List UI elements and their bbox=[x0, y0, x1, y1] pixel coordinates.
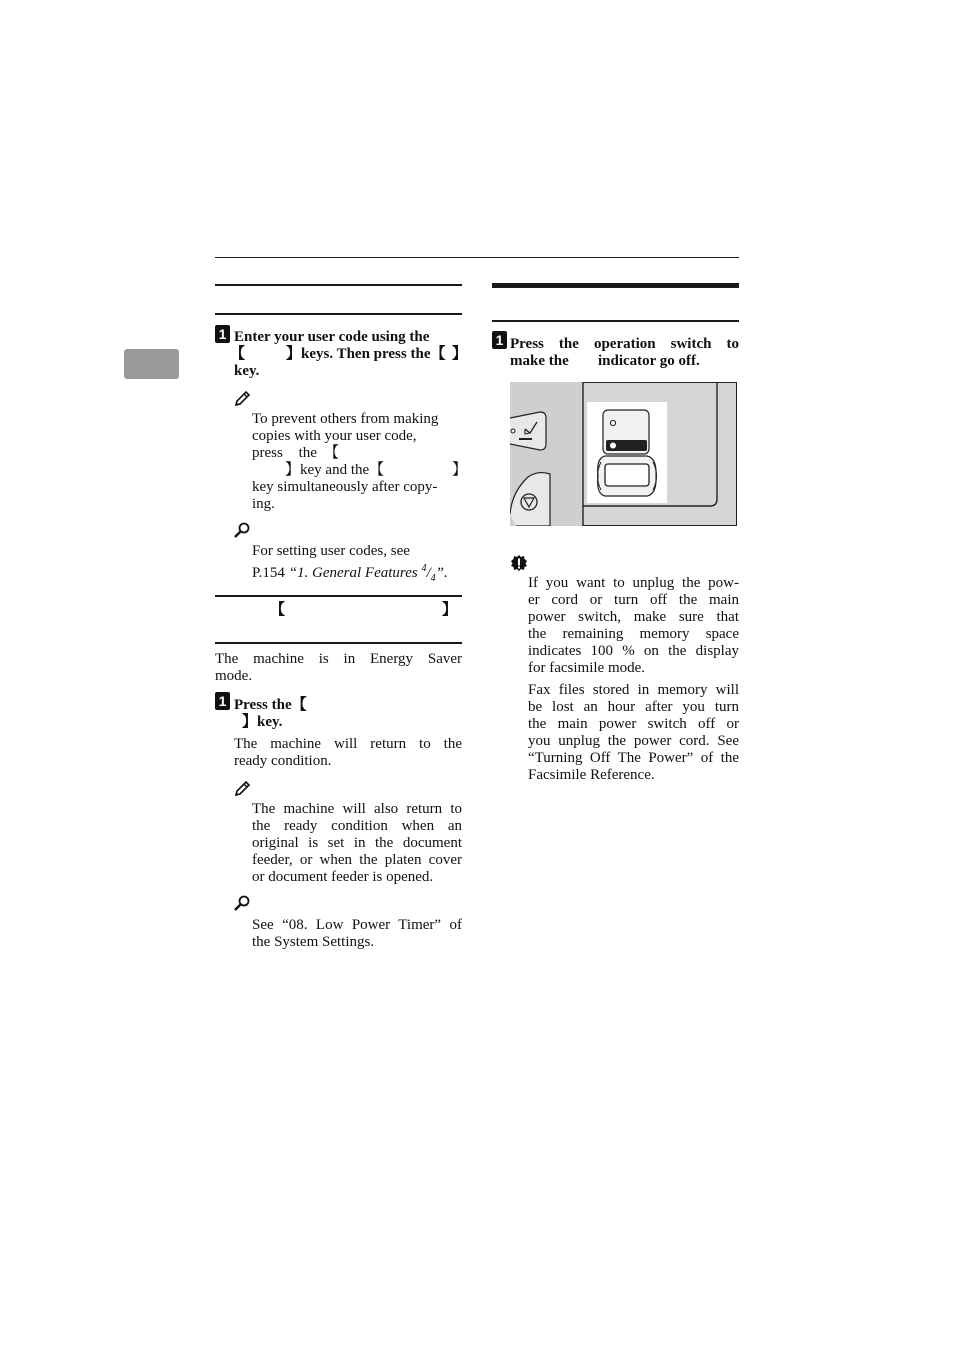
step-line: 】key. bbox=[242, 714, 283, 730]
important-line: Facsimile Reference. bbox=[528, 767, 655, 783]
important-line: for facsimile mode. bbox=[528, 660, 646, 676]
note-line: copies with your user code, bbox=[252, 428, 417, 444]
left-section-rule-bottom bbox=[215, 313, 462, 315]
important-paragraph bbox=[528, 575, 739, 677]
step-result bbox=[234, 736, 462, 770]
important-line: If you want to unplug the pow- bbox=[528, 575, 739, 591]
section-intro bbox=[215, 651, 462, 685]
fraction-separator: / bbox=[426, 565, 431, 581]
key-bracket-close: 】 bbox=[452, 462, 468, 478]
control-panel-illustration bbox=[510, 382, 737, 526]
right-section-rule-bottom bbox=[492, 320, 739, 322]
clear-stop-key-icon bbox=[510, 412, 546, 450]
step-number: 1 bbox=[215, 325, 230, 343]
intro-line: The machine is in Energy Saver bbox=[215, 651, 462, 667]
step-number: 1 bbox=[492, 331, 507, 349]
step-instruction bbox=[234, 697, 462, 731]
note-line: original is set in the document bbox=[252, 835, 462, 851]
important-text bbox=[528, 575, 739, 784]
step-number: 1 bbox=[215, 692, 230, 710]
key-bracket-close: 】 bbox=[452, 346, 468, 362]
important-line: power switch, make sure that bbox=[528, 609, 739, 625]
pencil-note-icon bbox=[233, 780, 251, 798]
result-line: ready condition. bbox=[234, 753, 332, 769]
note-line: The machine will also return to bbox=[252, 801, 462, 817]
step-instruction bbox=[230, 329, 468, 380]
magnifier-reference-icon bbox=[233, 894, 251, 912]
fraction-numerator: 4 bbox=[421, 563, 427, 574]
important-icon bbox=[510, 554, 528, 572]
important-line: Fax files stored in memory will bbox=[528, 682, 739, 698]
note-line: or document feeder is opened. bbox=[252, 869, 434, 885]
fraction-denominator: 4 bbox=[430, 573, 436, 584]
left-section-rule-top bbox=[215, 284, 462, 286]
reference-text bbox=[252, 543, 462, 587]
important-line: you unplug the power cord. See bbox=[528, 733, 739, 749]
important-line: er cord or turn off the main bbox=[528, 592, 739, 608]
page-ref: P.154 bbox=[252, 565, 289, 581]
step-line: Press the【 bbox=[234, 697, 307, 713]
note-line: key simultaneously after copy- bbox=[252, 479, 438, 495]
note-line: feeder, or when the platen cover bbox=[252, 852, 462, 868]
indicator-lamp-icon bbox=[603, 410, 649, 454]
important-line: be lost an hour after you turn bbox=[528, 699, 739, 715]
section-heading-bracket-open: 【 bbox=[270, 602, 286, 618]
note-line: the ready condition when an bbox=[252, 818, 462, 834]
important-line: the remaining memory space bbox=[528, 626, 739, 642]
note-line: 】key and the【 bbox=[285, 462, 385, 478]
step-line: Press the operation switch to bbox=[510, 336, 739, 352]
header-rule bbox=[215, 257, 739, 258]
important-line: the main power switch off or bbox=[528, 716, 739, 732]
important-line: “Turning Off The Power” of the bbox=[528, 750, 739, 766]
step-instruction bbox=[510, 336, 739, 370]
important-paragraph bbox=[528, 682, 739, 784]
reference-line bbox=[252, 560, 462, 587]
reference-text bbox=[252, 917, 462, 951]
note-line: press the bbox=[252, 445, 317, 461]
result-line: The machine will return to the bbox=[234, 736, 462, 752]
reference-line: See “08. Low Power Timer” of bbox=[252, 917, 462, 933]
step-line: make the bbox=[510, 353, 569, 369]
intro-line: mode. bbox=[215, 668, 253, 684]
operation-switch-icon bbox=[598, 456, 657, 496]
magnifier-reference-icon bbox=[233, 521, 251, 539]
pencil-note-icon bbox=[233, 390, 251, 408]
note-text bbox=[252, 801, 462, 886]
key-bracket-text: 】keys. Then press the【 bbox=[286, 346, 446, 362]
right-section-rule-top bbox=[492, 283, 739, 288]
left-subsection-rule-top bbox=[215, 595, 462, 597]
step-line: key. bbox=[234, 363, 260, 379]
note-line: ing. bbox=[252, 496, 275, 512]
reference-line: the System Settings. bbox=[252, 934, 375, 950]
reference-line: For setting user codes, see bbox=[252, 543, 410, 559]
section-heading-bracket-close: 】 bbox=[442, 602, 458, 618]
key-bracket-open: 【 bbox=[230, 346, 246, 362]
note-line: To prevent others from making bbox=[252, 411, 439, 427]
chapter-tab bbox=[124, 349, 179, 379]
step-line: indicator go off. bbox=[598, 353, 700, 369]
key-bracket-open: 【 bbox=[324, 445, 340, 461]
important-line: indicates 100 % on the display bbox=[528, 643, 739, 659]
step-line: Enter your user code using the bbox=[234, 329, 430, 345]
reference-title: “1. General Features bbox=[288, 565, 422, 581]
reference-close: ”. bbox=[435, 565, 448, 581]
note-text bbox=[252, 411, 468, 513]
left-subsection-rule-bottom bbox=[215, 642, 462, 644]
